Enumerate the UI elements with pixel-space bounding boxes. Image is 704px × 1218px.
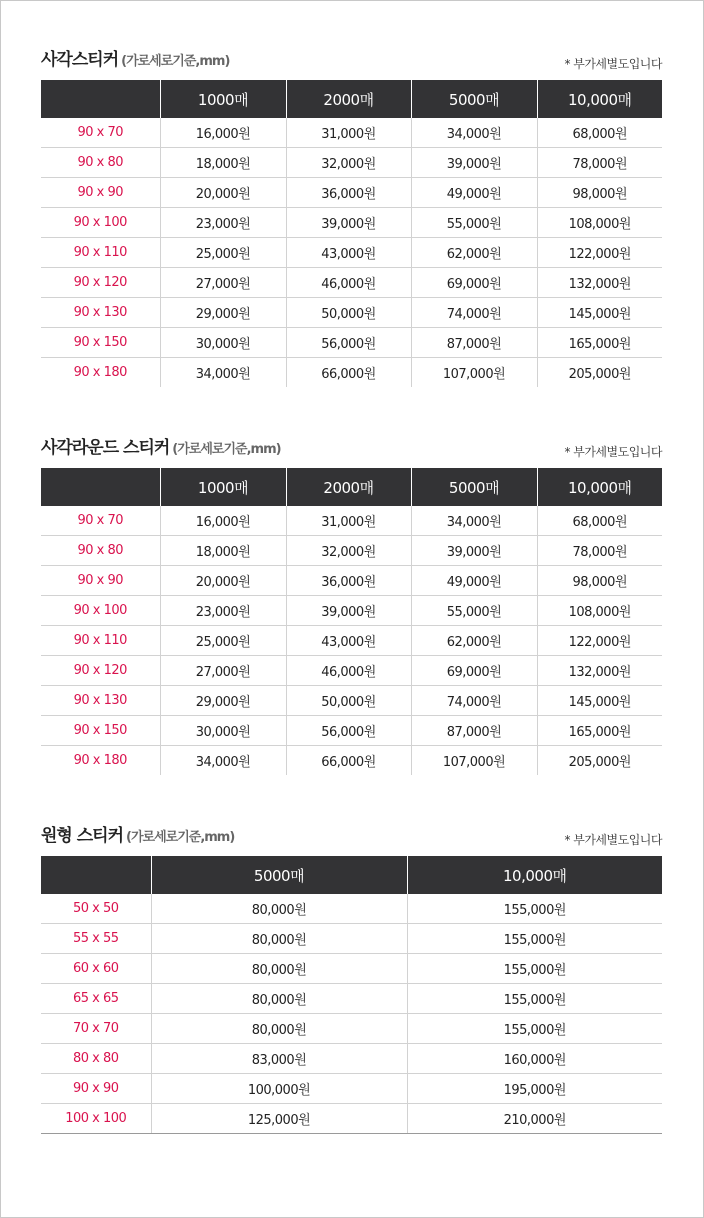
table-row <box>41 566 662 596</box>
price-cell: 205,000원 <box>537 358 662 388</box>
price-cell: 39,000원 <box>411 148 537 178</box>
table-row <box>41 626 662 656</box>
column-header-qty: 1000매 <box>160 80 286 118</box>
price-cell: 20,000원 <box>160 566 286 596</box>
size-cell: 90 x 90 <box>41 1074 151 1104</box>
size-cell: 65 x 65 <box>41 984 151 1014</box>
price-cell: 98,000원 <box>537 566 662 596</box>
price-cell: 87,000원 <box>411 716 537 746</box>
section-title <box>41 821 234 846</box>
price-cell: 108,000원 <box>537 208 662 238</box>
size-cell: 90 x 100 <box>41 208 160 238</box>
vat-note: * 부가세별도입니다 <box>564 445 662 459</box>
size-cell: 90 x 80 <box>41 148 160 178</box>
table-row <box>41 894 662 924</box>
size-cell: 80 x 80 <box>41 1044 151 1074</box>
price-cell: 80,000원 <box>151 894 407 924</box>
price-table <box>41 468 662 775</box>
size-cell: 90 x 90 <box>41 566 160 596</box>
price-cell: 108,000원 <box>537 596 662 626</box>
section-header <box>41 818 662 856</box>
price-cell: 66,000원 <box>286 746 411 776</box>
header-blank-cell <box>41 856 151 894</box>
price-cell: 69,000원 <box>411 656 537 686</box>
size-cell: 90 x 120 <box>41 268 160 298</box>
column-header-qty: 2000매 <box>286 468 411 506</box>
price-cell: 36,000원 <box>286 178 411 208</box>
price-cell: 165,000원 <box>537 716 662 746</box>
size-cell: 90 x 120 <box>41 656 160 686</box>
price-cell: 62,000원 <box>411 238 537 268</box>
price-cell: 25,000원 <box>160 238 286 268</box>
price-cell: 50,000원 <box>286 686 411 716</box>
price-cell: 29,000원 <box>160 686 286 716</box>
price-cell: 55,000원 <box>411 208 537 238</box>
price-cell: 49,000원 <box>411 566 537 596</box>
price-cell: 23,000원 <box>160 596 286 626</box>
price-cell: 34,000원 <box>160 746 286 776</box>
table-row <box>41 596 662 626</box>
price-cell: 155,000원 <box>407 1014 662 1044</box>
price-cell: 155,000원 <box>407 954 662 984</box>
price-cell: 18,000원 <box>160 148 286 178</box>
size-cell: 90 x 180 <box>73 753 127 768</box>
size-cell: 70 x 70 <box>41 1014 151 1044</box>
size-cell: 90 x 90 <box>41 178 160 208</box>
price-table <box>41 856 662 1134</box>
table-row <box>41 1074 662 1104</box>
table-row <box>41 716 662 746</box>
price-cell: 16,000원 <box>160 118 286 148</box>
table-header-row <box>41 856 662 894</box>
price-cell: 27,000원 <box>160 268 286 298</box>
section-subtitle: (가로세로기준,mm) <box>172 442 281 457</box>
round-sticker-section <box>41 818 662 1134</box>
price-cell: 49,000원 <box>411 178 537 208</box>
size-cell: 100 x 100 <box>41 1104 151 1134</box>
section-title <box>41 433 281 458</box>
size-cell: 90 x 110 <box>41 626 160 656</box>
price-table <box>41 80 662 387</box>
price-cell: 80,000원 <box>151 1014 407 1044</box>
price-cell: 125,000원 <box>151 1104 407 1134</box>
price-cell: 145,000원 <box>537 686 662 716</box>
column-header-qty: 10,000매 <box>537 80 662 118</box>
size-cell: 90 x 70 <box>41 118 160 148</box>
price-cell: 122,000원 <box>537 626 662 656</box>
table-row <box>41 358 662 388</box>
section-title-text: 사각스티커 <box>41 50 119 70</box>
price-cell: 46,000원 <box>286 268 411 298</box>
header-blank-cell <box>41 468 160 506</box>
table-row <box>41 1014 662 1044</box>
price-cell: 87,000원 <box>411 328 537 358</box>
table-row <box>41 1104 662 1134</box>
section-title-text: 원형 스티커 <box>41 826 124 846</box>
price-cell: 195,000원 <box>407 1074 662 1104</box>
price-cell: 31,000원 <box>286 118 411 148</box>
price-cell: 74,000원 <box>411 686 537 716</box>
size-cell: 55 x 55 <box>41 924 151 954</box>
table-row <box>41 178 662 208</box>
table-row <box>41 506 662 536</box>
price-cell: 23,000원 <box>160 208 286 238</box>
table-row <box>41 208 662 238</box>
price-cell: 56,000원 <box>286 716 411 746</box>
price-cell: 55,000원 <box>411 596 537 626</box>
price-cell: 18,000원 <box>160 536 286 566</box>
column-header-qty: 10,000매 <box>537 468 662 506</box>
price-cell: 132,000원 <box>537 656 662 686</box>
table-row <box>41 536 662 566</box>
price-cell: 31,000원 <box>286 506 411 536</box>
size-cell: 90 x 150 <box>41 328 160 358</box>
price-cell: 205,000원 <box>537 746 662 776</box>
vat-note: * 부가세별도입니다 <box>564 57 662 71</box>
price-cell: 39,000원 <box>286 596 411 626</box>
price-cell: 69,000원 <box>411 268 537 298</box>
price-cell: 27,000원 <box>160 656 286 686</box>
table-row <box>41 268 662 298</box>
size-cell: 90 x 80 <box>41 536 160 566</box>
price-cell: 68,000원 <box>537 118 662 148</box>
table-row <box>41 954 662 984</box>
table-row <box>41 118 662 148</box>
price-cell: 34,000원 <box>411 506 537 536</box>
price-cell: 43,000원 <box>286 238 411 268</box>
price-cell: 36,000원 <box>286 566 411 596</box>
price-cell: 107,000원 <box>411 358 537 388</box>
size-cell: 90 x 130 <box>41 686 160 716</box>
section-header <box>41 42 662 80</box>
table-row <box>41 298 662 328</box>
column-header-qty: 5000매 <box>411 468 537 506</box>
price-cell: 46,000원 <box>286 656 411 686</box>
size-cell: 90 x 110 <box>41 238 160 268</box>
size-cell: 90 x 130 <box>41 298 160 328</box>
table-row <box>41 656 662 686</box>
size-cell: 90 x 180 <box>73 365 127 380</box>
price-cell: 80,000원 <box>151 954 407 984</box>
price-cell: 80,000원 <box>151 924 407 954</box>
price-cell: 20,000원 <box>160 178 286 208</box>
table-row <box>41 746 662 776</box>
price-cell: 78,000원 <box>537 148 662 178</box>
price-cell: 34,000원 <box>411 118 537 148</box>
price-cell: 39,000원 <box>411 536 537 566</box>
price-cell: 25,000원 <box>160 626 286 656</box>
price-cell: 155,000원 <box>407 894 662 924</box>
price-cell: 34,000원 <box>160 358 286 388</box>
price-cell: 68,000원 <box>537 506 662 536</box>
size-cell: 90 x 100 <box>41 596 160 626</box>
price-cell: 43,000원 <box>286 626 411 656</box>
price-cell: 160,000원 <box>407 1044 662 1074</box>
price-cell: 98,000원 <box>537 178 662 208</box>
size-cell: 50 x 50 <box>41 894 151 924</box>
column-header-qty: 5000매 <box>151 856 407 894</box>
vat-note: * 부가세별도입니다 <box>564 833 662 847</box>
header-blank-cell <box>41 80 160 118</box>
section-title-text: 사각라운드 스티커 <box>41 438 170 458</box>
table-row <box>41 238 662 268</box>
price-cell: 32,000원 <box>286 148 411 178</box>
rounded-square-sticker-section <box>41 430 662 775</box>
price-cell: 66,000원 <box>286 358 411 388</box>
section-subtitle: (가로세로기준,mm) <box>126 830 235 845</box>
column-header-qty: 2000매 <box>286 80 411 118</box>
section-subtitle: (가로세로기준,mm) <box>121 54 230 69</box>
table-header-row <box>41 468 662 506</box>
price-cell: 122,000원 <box>537 238 662 268</box>
table-header-row <box>41 80 662 118</box>
price-cell: 83,000원 <box>151 1044 407 1074</box>
price-cell: 78,000원 <box>537 536 662 566</box>
column-header-qty: 1000매 <box>160 468 286 506</box>
price-cell: 62,000원 <box>411 626 537 656</box>
table-row <box>41 328 662 358</box>
table-row <box>41 984 662 1014</box>
price-cell: 80,000원 <box>151 984 407 1014</box>
price-cell: 107,000원 <box>411 746 537 776</box>
price-cell: 39,000원 <box>286 208 411 238</box>
table-row <box>41 686 662 716</box>
price-cell: 210,000원 <box>407 1104 662 1134</box>
size-cell: 60 x 60 <box>41 954 151 984</box>
square-sticker-section <box>41 42 662 387</box>
price-cell: 30,000원 <box>160 328 286 358</box>
size-cell: 90 x 150 <box>41 716 160 746</box>
size-cell: 90 x 70 <box>41 506 160 536</box>
price-cell: 29,000원 <box>160 298 286 328</box>
price-cell: 30,000원 <box>160 716 286 746</box>
table-row <box>41 148 662 178</box>
price-cell: 56,000원 <box>286 328 411 358</box>
price-cell: 100,000원 <box>151 1074 407 1104</box>
price-cell: 74,000원 <box>411 298 537 328</box>
table-row <box>41 1044 662 1074</box>
price-cell: 32,000원 <box>286 536 411 566</box>
price-cell: 165,000원 <box>537 328 662 358</box>
column-header-qty: 10,000매 <box>407 856 662 894</box>
price-cell: 50,000원 <box>286 298 411 328</box>
table-row <box>41 924 662 954</box>
price-cell: 155,000원 <box>407 924 662 954</box>
section-header <box>41 430 662 468</box>
price-cell: 132,000원 <box>537 268 662 298</box>
price-cell: 16,000원 <box>160 506 286 536</box>
price-cell: 155,000원 <box>407 984 662 1014</box>
column-header-qty: 5000매 <box>411 80 537 118</box>
section-title <box>41 45 229 70</box>
price-cell: 145,000원 <box>537 298 662 328</box>
